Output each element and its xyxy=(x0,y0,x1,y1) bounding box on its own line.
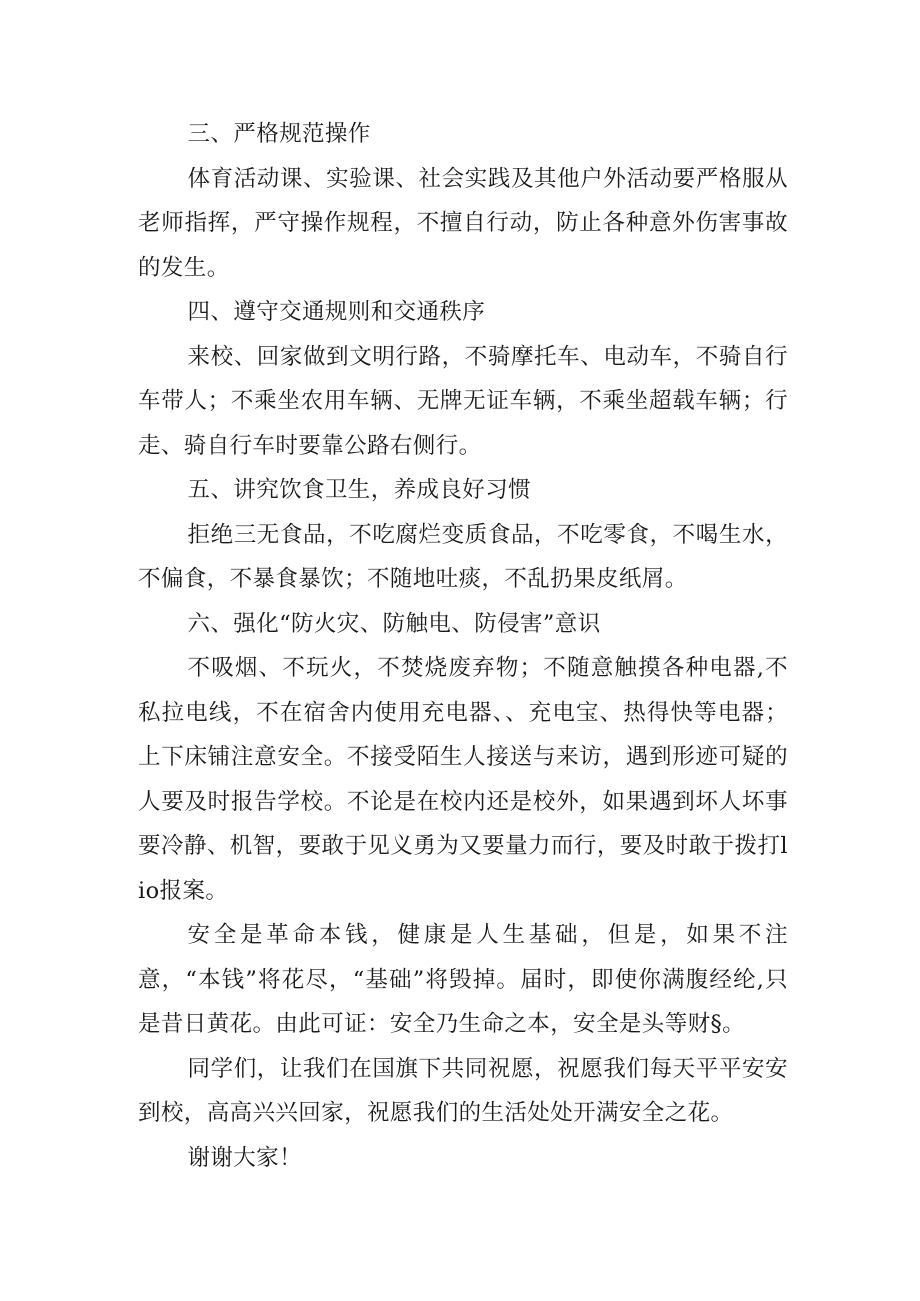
paragraph-traffic-rules: 来校、回家做到文明行路，不骑摩托车、电动车，不骑自行车带人；不乘坐农用车辆、无牌无证车辆，不乘坐超载车辆；行走、骑自行车时要靠公路右侧行。 xyxy=(138,343,788,459)
section-heading-6: 六、强化“防火灾、防触电、防侵害”意识 xyxy=(187,610,601,637)
section-heading-3: 三、严格规范操作 xyxy=(187,121,371,147)
section-heading-4: 四、遵守交通规则和交通秩序 xyxy=(187,299,486,325)
paragraph-wishes: 同学们，让我们在国旗下共同祝愿，祝愿我们每天平平安安到校，高高兴兴回家，祝愿我们的生活处处开满安全之花。 xyxy=(138,1055,788,1126)
closing-thanks: 谢谢大家！ xyxy=(187,1144,303,1171)
paragraph-operation-rules: 体育活动课、实验课、社会实践及其他户外活动要严格服从老师指挥，严守操作规程，不擅自行动，防止各种意外伤害事故的发生。 xyxy=(138,165,788,281)
paragraph-safety-foundation: 安全是革命本钱，健康是人生基础，但是，如果不注意，“本钱”将花尽，“基础”将毁掉。届时，即使你满腹经纶,只是昔日黄花。由此可证：安全乃生命之本，安全是头等财§。 xyxy=(138,922,788,1037)
section-heading-5: 五、讲究饮食卫生，养成良好习惯 xyxy=(187,477,532,503)
document-body xyxy=(138,112,788,1180)
paragraph-safety-awareness: 不吸烟、不玩火，不焚烧废弃物；不随意触摸各种电器,不私拉电线，不在宿舍内使用充电器、、充电宝、热得快等电器；上下床铺注意安全。不接受陌生人接送与来访，遇到形迹可疑的人要及时报告学校。不论是在校内还是校外，如果遇到坏人坏事要冷静、机智，要敢于见义勇为又要量力而行，要及时敢于拨打lio报案。 xyxy=(138,655,788,904)
paragraph-food-hygiene: 拒绝三无食品，不吃腐烂变质食品，不吃零食，不喝生水，不偏食，不暴食暴饮；不随地吐痰，不乱扔果皮纸屑。 xyxy=(138,521,788,592)
